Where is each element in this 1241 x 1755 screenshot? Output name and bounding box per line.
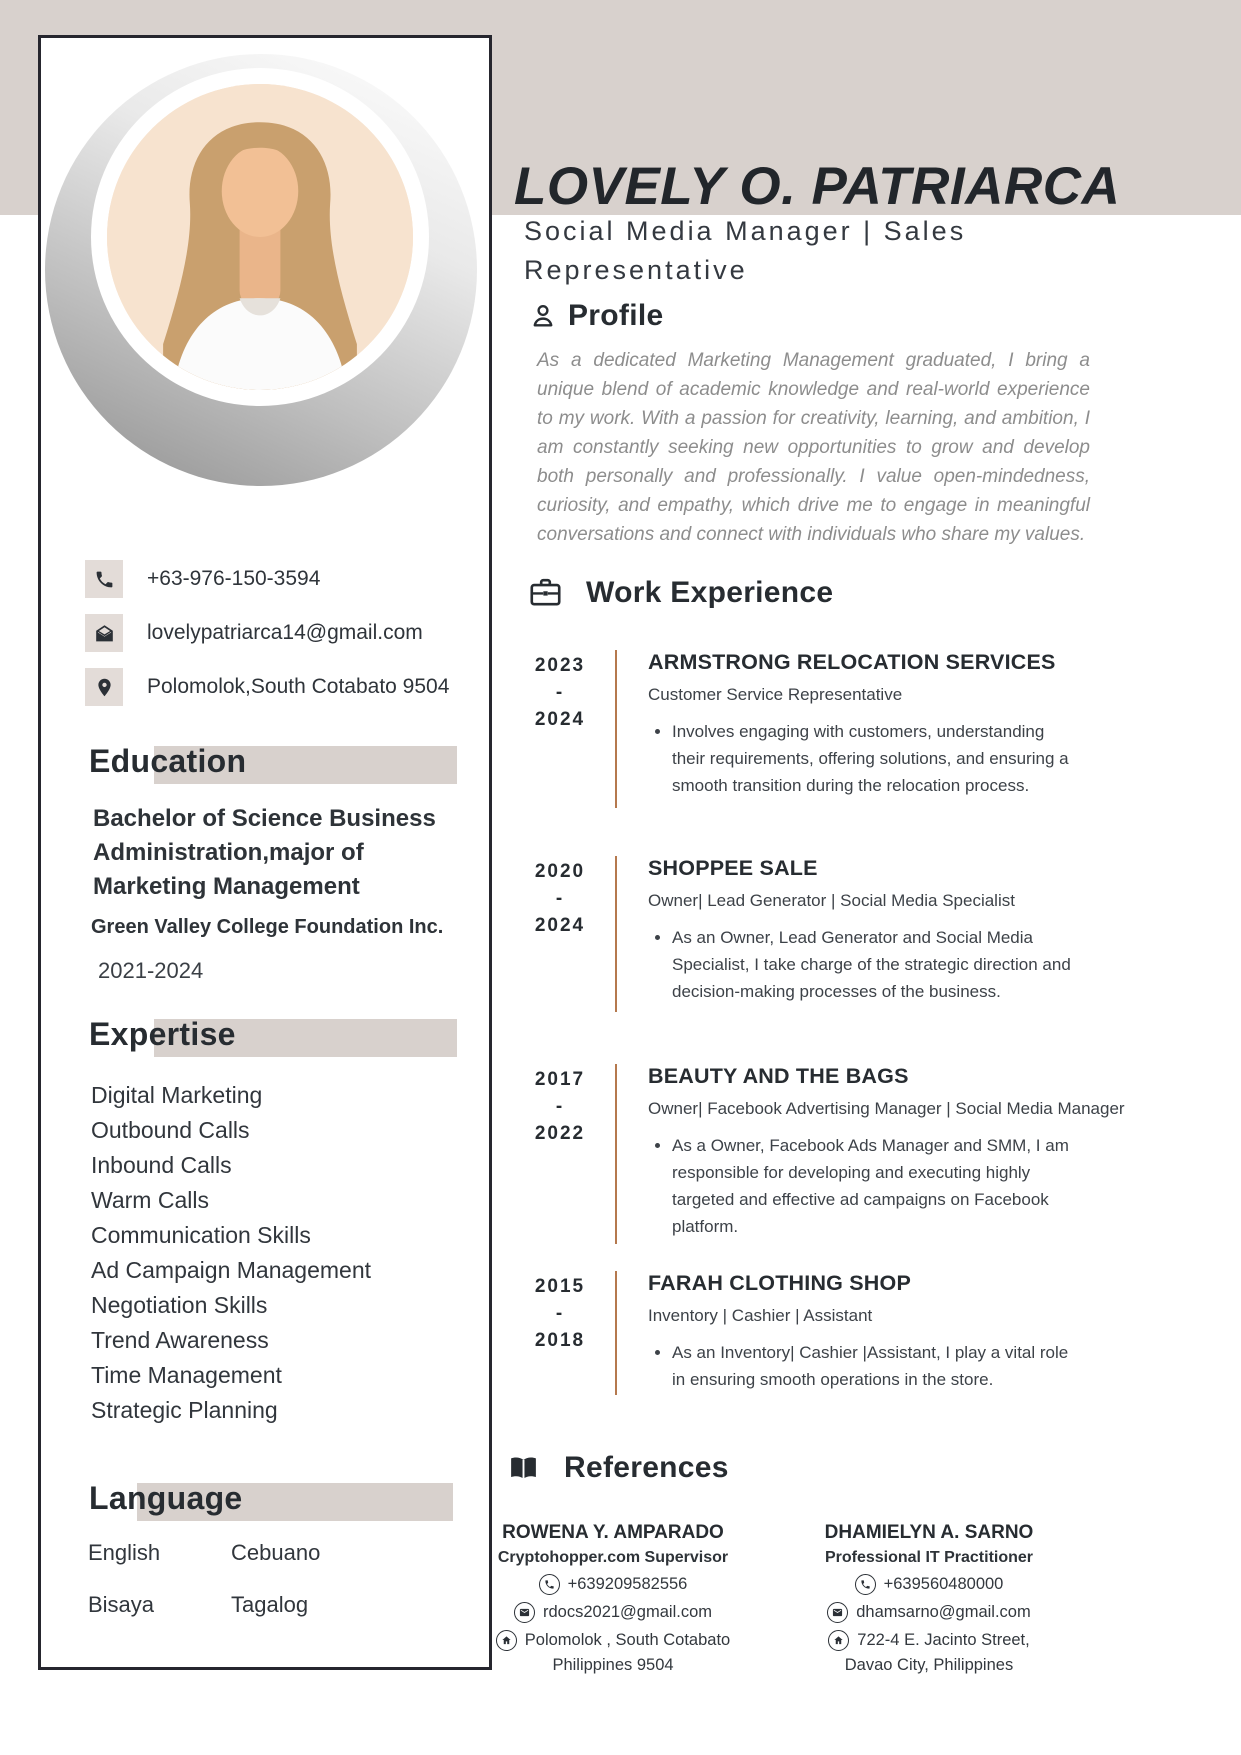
language-item: English (88, 1540, 161, 1565)
contact-email-row (85, 614, 449, 652)
timeline-divider (615, 856, 617, 1012)
reference-card (478, 1522, 748, 1675)
profile-photo-inner-ring (91, 68, 429, 406)
job-dates: 2020 - 2024 (534, 861, 586, 936)
timeline-divider (615, 1271, 617, 1395)
job-dates: 2023 - 2024 (534, 655, 586, 730)
references-section (478, 1522, 1064, 1675)
phone-icon (85, 560, 123, 598)
expertise-item: Communication Skills (91, 1222, 311, 1248)
expertise-item: Outbound Calls (91, 1117, 250, 1143)
contact-section (85, 560, 449, 722)
job-entry (521, 856, 1084, 1012)
job-role: Owner| Facebook Advertising Manager | Social Media Manager (648, 1099, 1125, 1118)
person-icon (528, 301, 558, 331)
reference-card (794, 1522, 1064, 1675)
job-description: • As a Owner, Facebook Ads Manager and SMM, I am responsible for developing and executing highly targeted and effective ad campaigns on Facebook platform. (672, 1132, 1076, 1240)
job-company: BEAUTY AND THE BAGS (648, 1064, 909, 1088)
language-item: Cebuano (231, 1540, 321, 1565)
job-company: FARAH CLOTHING SHOP (648, 1271, 911, 1295)
contact-phone-row (85, 560, 449, 598)
reference-address-row (794, 1630, 1064, 1651)
job-dates: 2017 - 2022 (534, 1069, 586, 1144)
reference-email: rdocs2021@gmail.com (543, 1603, 712, 1621)
email-circle-icon (827, 1602, 848, 1623)
job-role: Inventory | Cashier | Assistant (648, 1306, 873, 1325)
email-circle-icon (514, 1602, 535, 1623)
job-entry (521, 1271, 1084, 1395)
job-role: Owner| Lead Generator | Social Media Specialist (648, 891, 1015, 910)
reference-email-row (478, 1602, 748, 1623)
job-dates: 2015 - 2018 (534, 1276, 586, 1351)
location-pin-icon (85, 668, 123, 706)
job-description: • As an Owner, Lead Generator and Social Media Specialist, I take charge of the strategic direction and decision-making processes of the business. (672, 924, 1076, 1005)
language-list (88, 1540, 320, 1618)
phone-circle-icon (539, 1574, 560, 1595)
contact-location: Polomolok,South Cotabato 9504 (147, 675, 450, 698)
education-years: 2021-2024 (98, 958, 204, 983)
home-circle-icon (496, 1630, 517, 1651)
profile-heading: Profile (528, 299, 663, 333)
job-company: ARMSTRONG RELOCATION SERVICES (648, 650, 1056, 674)
reference-phone-row (794, 1574, 1064, 1595)
contact-location-row (85, 668, 449, 706)
reference-address-line2: Philippines 9504 (552, 1656, 674, 1674)
timeline-divider (615, 650, 617, 808)
expertise-item: Ad Campaign Management (91, 1257, 371, 1283)
references-heading: References (507, 1451, 729, 1485)
timeline-divider (615, 1064, 617, 1244)
expertise-item: Warm Calls (91, 1187, 209, 1213)
job-company: SHOPPEE SALE (648, 856, 818, 880)
education-heading: Education (41, 743, 489, 787)
open-book-icon (507, 1452, 540, 1485)
job-details (648, 1064, 1125, 1244)
profile-photo-ring (45, 54, 477, 486)
reference-address-line1: Polomolok , South Cotabato (524, 1631, 731, 1649)
reference-address-line2: Davao City, Philippines (844, 1656, 1014, 1674)
reference-email-row (794, 1602, 1064, 1623)
expertise-heading: Expertise (41, 1016, 489, 1060)
job-title: Social Media Manager | Sales Representative (524, 216, 967, 285)
reference-phone: +639560480000 (883, 1575, 1004, 1593)
expertise-item: Inbound Calls (91, 1152, 232, 1178)
job-details (648, 1271, 1084, 1395)
home-circle-icon (828, 1630, 849, 1651)
job-details (648, 856, 1084, 1012)
expertise-item: Time Management (91, 1362, 282, 1388)
education-degree: Bachelor of Science Business Administration,major of Marketing Management (93, 805, 436, 900)
contact-email: lovelypatriarca14@gmail.com (147, 621, 423, 644)
work-experience-heading: Work Experience (527, 574, 833, 611)
language-item: Tagalog (231, 1592, 309, 1617)
job-description: • As an Inventory| Cashier |Assistant, I play a vital role in ensuring smooth operations in the store. (672, 1339, 1076, 1393)
reference-address-line1: 722-4 E. Jacinto Street, (857, 1631, 1030, 1649)
expertise-list (91, 1078, 371, 1428)
job-entry (521, 650, 1084, 808)
reference-title: Cryptohopper.com Supervisor (497, 1549, 729, 1566)
reference-phone: +639209582556 (567, 1575, 688, 1593)
page-title: LOVELY O. PATRIARCA (514, 157, 1121, 216)
education-school: Green Valley College Foundation Inc. (91, 916, 444, 938)
job-description: • Involves engaging with customers, understanding their requirements, offering solutions, and ensuring a smooth transition during the relocation process. (672, 718, 1076, 799)
job-details (648, 650, 1084, 808)
envelope-icon (85, 614, 123, 652)
contact-phone: +63-976-150-3594 (147, 567, 321, 590)
expertise-item: Strategic Planning (91, 1397, 278, 1423)
language-item: Bisaya (88, 1592, 155, 1617)
portrait-illustration (107, 84, 413, 390)
expertise-item: Negotiation Skills (91, 1292, 268, 1318)
language-heading: Language (41, 1480, 489, 1524)
expertise-item: Trend Awareness (91, 1327, 269, 1353)
job-role: Customer Service Representative (648, 685, 903, 704)
phone-circle-icon (855, 1574, 876, 1595)
reference-title: Professional IT Practitioner (824, 1549, 1034, 1566)
profile-summary: As a dedicated Marketing Management graduated, I bring a unique blend of academic knowledge and real-world experience to my work. With a passion for creativity, learning, and ambition, I am constantly seeking new opportunities to grow and develop both personally and professionally. I value open-mindedness, curiosity, and empathy, which drive me to engage in meaningful conversations and connect with individuals who share my values. (537, 350, 1090, 545)
briefcase-icon (527, 574, 564, 611)
reference-address-row (478, 1630, 748, 1651)
reference-phone-row (478, 1574, 748, 1595)
left-sidebar (38, 35, 492, 1670)
profile-photo (107, 84, 413, 390)
expertise-item: Digital Marketing (91, 1082, 263, 1108)
job-entry (521, 1064, 1125, 1244)
reference-name: ROWENA Y. AMPARADO (502, 1522, 724, 1543)
reference-name: DHAMIELYN A. SARNO (824, 1522, 1034, 1543)
reference-email: dhamsarno@gmail.com (856, 1603, 1031, 1621)
